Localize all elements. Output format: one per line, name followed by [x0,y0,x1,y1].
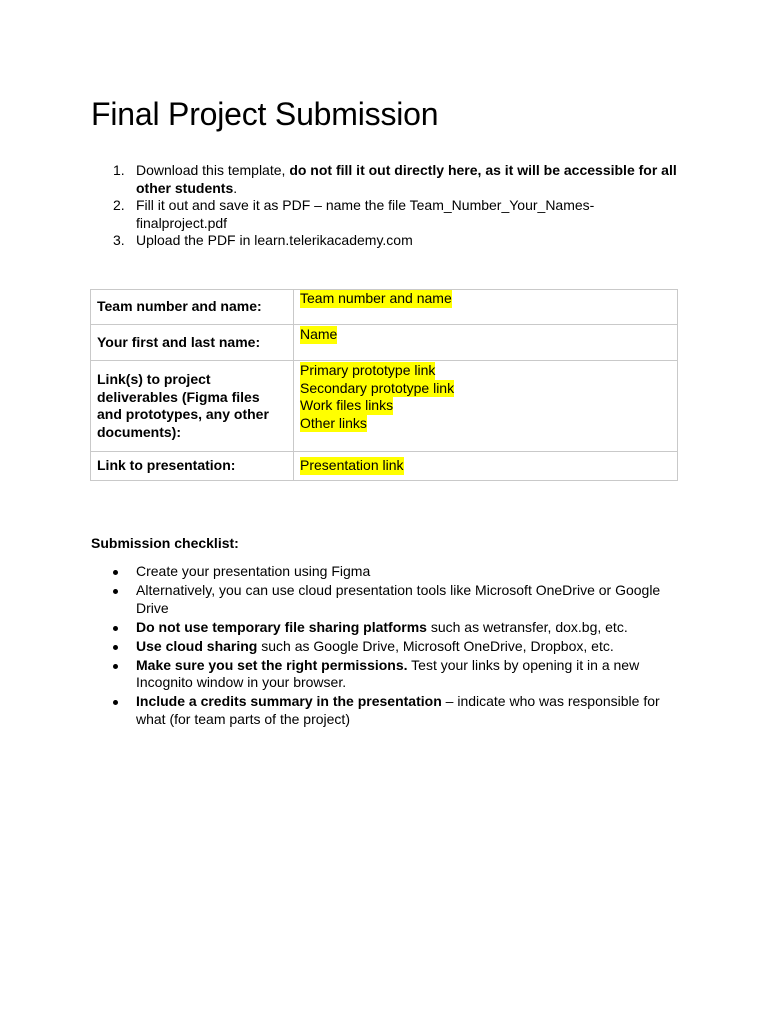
bullet-icon [113,570,118,575]
step-number: 3. [113,232,125,248]
table-row-label: Team number and name: [91,290,294,325]
step-number: 2. [113,197,125,213]
bullet-icon [113,700,118,705]
checklist-item-bold: Do not use temporary file sharing platforms [136,618,427,635]
table-row [91,325,678,361]
checklist-item-text: such as Google Drive, Microsoft OneDrive, Dropbox, etc. [257,637,614,654]
team-name-placeholder[interactable]: Team number and name [300,290,452,306]
checklist-item [91,657,671,692]
checklist-item [91,582,671,617]
secondary-prototype-link-placeholder[interactable]: Secondary prototype link [300,379,455,396]
step-number: 1. [113,162,125,178]
table-row-label: Link to presentation: [91,452,294,481]
checklist-item [91,638,671,656]
instruction-step [91,197,681,232]
submission-info-table [90,289,678,481]
checklist-heading: Submission checklist: [91,535,239,551]
checklist-item [91,619,671,637]
checklist-item [91,693,671,728]
bullet-icon [113,589,118,594]
checklist-item-text: such as wetransfer, dox.bg, etc. [426,618,628,635]
table-row-value[interactable] [294,325,678,361]
table-row [91,290,678,325]
table-row-label: Link(s) to project deliverables (Figma files and prototypes, any other documents): [91,361,294,452]
primary-prototype-link-placeholder[interactable]: Primary prototype link [300,362,436,378]
checklist-item-bold: Include a credits summary in the presentation [136,693,442,709]
bullet-icon [113,664,118,669]
checklist-item-bold: Use cloud sharing [136,637,258,654]
checklist-item-bold: Make sure you set the right permissions. [136,656,408,673]
name-placeholder[interactable]: Name [300,326,338,342]
instructions-list [91,162,681,250]
bullet-icon [113,645,118,650]
table-row-value[interactable] [294,452,678,481]
instruction-step [91,162,681,197]
step-text-end: . [233,179,238,196]
other-links-placeholder[interactable]: Other links [300,414,367,431]
submission-checklist [91,563,671,730]
table-row [91,452,678,481]
step-text: Download this template, [136,162,290,178]
presentation-link-placeholder[interactable]: Presentation link [300,457,404,474]
bullet-icon [113,626,118,631]
instruction-step [91,232,681,250]
table-row [91,361,678,452]
table-row-label: Your first and last name: [91,325,294,361]
checklist-item-text: Test your links by opening it in a new Incognito window in your browser. [136,656,640,690]
step-text: Upload the PDF in learn.telerikacademy.com [136,232,413,248]
step-bold-text: do not fill it out directly here, as it will be accessible for all other students [136,162,677,196]
checklist-item-text: – indicate who was responsible for what (for team parts of the project) [136,693,660,727]
checklist-item-text: Create your presentation using Figma [136,563,371,579]
checklist-item-text: Alternatively, you can use cloud presentation tools like Microsoft OneDrive or Google Drive [136,582,661,616]
checklist-item [91,563,671,581]
table-row-value[interactable] [294,290,678,325]
work-files-links-placeholder[interactable]: Work files links [300,397,394,413]
step-text: Fill it out and save it as PDF – name the file Team_Number_Your_Names-finalproject.pdf [136,197,595,231]
table-row-value[interactable] [294,361,678,452]
page-title: Final Project Submission [91,96,439,132]
